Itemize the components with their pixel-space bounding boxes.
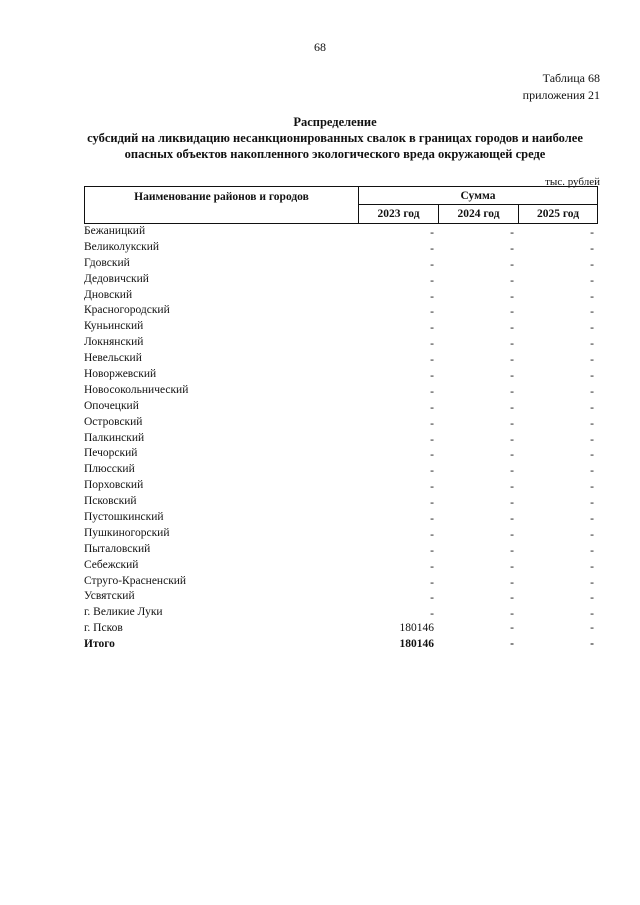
value-2025-cell: - <box>590 433 594 446</box>
row-name-cell: Печорский <box>84 447 138 460</box>
document-heading <box>70 114 600 162</box>
row-name-cell: Островский <box>84 415 143 428</box>
table-row <box>84 574 598 590</box>
value-2023-cell: - <box>430 306 434 319</box>
value-2023-cell: - <box>430 497 434 510</box>
row-name-cell: Великолукский <box>84 240 160 253</box>
table-row <box>84 288 598 304</box>
value-2024-cell: - <box>510 306 514 319</box>
value-2025-cell: - <box>590 290 594 303</box>
table-row <box>84 224 598 240</box>
value-2024-cell: - <box>510 242 514 255</box>
value-2024-cell: - <box>510 354 514 367</box>
value-2025-cell: - <box>590 497 594 510</box>
row-name-cell: Пустошкинский <box>84 511 164 524</box>
value-2024-cell: - <box>510 592 514 605</box>
table-row <box>84 240 598 256</box>
value-2023-cell: - <box>430 322 434 335</box>
table-row <box>84 494 598 510</box>
value-2023-cell: - <box>430 258 434 271</box>
value-2023-cell: - <box>430 433 434 446</box>
value-2025-cell: - <box>590 338 594 351</box>
value-2024-cell: - <box>510 528 514 541</box>
value-2025-cell: - <box>590 528 594 541</box>
value-2023-cell: - <box>430 290 434 303</box>
row-name-cell: Усвятский <box>84 590 135 603</box>
value-2025-cell: - <box>590 274 594 287</box>
value-2025-cell: - <box>590 513 594 526</box>
value-2024-cell: - <box>510 401 514 414</box>
row-name-cell: Новосокольнический <box>84 383 189 396</box>
column-header-2023: 2023 год <box>359 205 439 223</box>
value-2023-cell: - <box>430 370 434 383</box>
table-row <box>84 319 598 335</box>
value-2024-cell: - <box>510 433 514 446</box>
value-2024-cell: - <box>510 622 514 635</box>
table-row <box>84 510 598 526</box>
value-2023-cell: - <box>430 417 434 430</box>
table-row <box>84 367 598 383</box>
page-number: 68 <box>314 40 326 54</box>
row-name-cell: Себежский <box>84 558 139 571</box>
table-number: Таблица 68 <box>542 71 600 85</box>
value-2025-cell: - <box>590 560 594 573</box>
column-header-2025: 2025 год <box>536 208 580 220</box>
row-name-cell: Куньинский <box>84 320 144 333</box>
table-header <box>84 186 598 224</box>
value-2025-cell: - <box>590 322 594 335</box>
row-name-cell: Невельский <box>84 352 142 365</box>
table-row <box>84 446 598 462</box>
column-header-sum: Сумма <box>359 187 597 205</box>
table-row <box>84 431 598 447</box>
value-2024-cell: - <box>510 497 514 510</box>
value-2024-cell: - <box>510 385 514 398</box>
total-row <box>84 637 598 653</box>
value-2025-cell: - <box>590 258 594 271</box>
value-2024-cell: - <box>510 274 514 287</box>
value-2023-cell: - <box>430 481 434 494</box>
value-2025-cell: - <box>590 242 594 255</box>
value-2024-cell: - <box>510 258 514 271</box>
value-2024-cell: - <box>510 544 514 557</box>
value-2023-cell: - <box>430 449 434 462</box>
column-header-name: Наименование районов и городов <box>85 187 359 223</box>
row-name-cell: Палкинский <box>84 431 145 444</box>
value-2023-cell: - <box>430 338 434 351</box>
value-2023-cell: - <box>430 560 434 573</box>
value-2023-cell: - <box>430 528 434 541</box>
table-row <box>84 351 598 367</box>
table-row <box>84 542 598 558</box>
value-2023-cell: - <box>430 544 434 557</box>
row-name-cell: Гдовский <box>84 256 130 269</box>
value-2025-cell: - <box>590 306 594 319</box>
value-2023-cell: - <box>430 385 434 398</box>
value-2024-cell: - <box>510 322 514 335</box>
value-2025-cell: - <box>590 638 594 651</box>
table-row <box>84 605 598 621</box>
table-body <box>84 224 598 653</box>
appendix-reference: приложения 21 <box>522 88 600 102</box>
row-name-cell: Локнянский <box>84 336 144 349</box>
heading-line-2: субсидий на ликвидацию несанкционированных свалок в границах городов и наиболее <box>87 131 583 145</box>
row-name-cell: Плюсский <box>84 463 135 476</box>
table-row <box>84 272 598 288</box>
value-2025-cell: - <box>590 227 594 239</box>
value-2024-cell: - <box>510 513 514 526</box>
table-reference <box>523 70 600 104</box>
value-2025-cell: - <box>590 592 594 605</box>
value-2024-cell: - <box>510 576 514 589</box>
value-2023-cell: 180146 <box>399 638 434 651</box>
units-label: тыс. рублей <box>545 176 600 188</box>
value-2024-cell: - <box>510 370 514 383</box>
heading-line-1: Распределение <box>293 115 377 129</box>
value-2023-cell: 180146 <box>399 622 434 635</box>
value-2024-cell: - <box>510 290 514 303</box>
table-row <box>84 415 598 431</box>
row-name-cell: Дновский <box>84 288 133 301</box>
table-row <box>84 621 598 637</box>
value-2025-cell: - <box>590 465 594 478</box>
row-name-cell: Красногородский <box>84 304 170 317</box>
value-2024-cell: - <box>510 338 514 351</box>
value-2024-cell: - <box>510 465 514 478</box>
value-2024-cell: - <box>510 481 514 494</box>
column-header-2024: 2024 год <box>439 205 519 223</box>
value-2025-cell: - <box>590 449 594 462</box>
row-name-cell: Струго-Красненский <box>84 574 187 587</box>
value-2024-cell: - <box>510 608 514 621</box>
table-row <box>84 589 598 605</box>
value-2023-cell: - <box>430 513 434 526</box>
row-name-cell: Пыталовский <box>84 542 151 555</box>
table-row <box>84 256 598 272</box>
value-2023-cell: - <box>430 274 434 287</box>
row-name-cell: Порховский <box>84 479 144 492</box>
value-2025-cell: - <box>590 576 594 589</box>
table-row <box>84 383 598 399</box>
value-2024-cell: - <box>510 638 514 651</box>
row-name-cell: Псковский <box>84 495 137 508</box>
row-name-cell: Новоржевский <box>84 368 157 381</box>
value-2023-cell: - <box>430 227 434 239</box>
value-2023-cell: - <box>430 592 434 605</box>
row-name-cell: Бежаницкий <box>84 225 146 237</box>
value-2023-cell: - <box>430 354 434 367</box>
table-row <box>84 399 598 415</box>
value-2025-cell: - <box>590 370 594 383</box>
value-2025-cell: - <box>590 544 594 557</box>
row-name-cell: г. Великие Луки <box>84 606 163 619</box>
heading-line-3: опасных объектов накопленного экологического вреда окружающей среде <box>124 147 546 161</box>
value-2025-cell: - <box>590 385 594 398</box>
value-2025-cell: - <box>590 622 594 635</box>
value-2025-cell: - <box>590 608 594 621</box>
value-2023-cell: - <box>430 242 434 255</box>
row-name-cell: Пушкиногорский <box>84 526 170 539</box>
value-2023-cell: - <box>430 576 434 589</box>
value-2024-cell: - <box>510 417 514 430</box>
value-2025-cell: - <box>590 481 594 494</box>
row-name-cell: г. Псков <box>84 622 123 635</box>
row-name-cell: Итого <box>84 638 115 651</box>
value-2025-cell: - <box>590 417 594 430</box>
value-2024-cell: - <box>510 560 514 573</box>
value-2024-cell: - <box>510 227 514 239</box>
value-2023-cell: - <box>430 401 434 414</box>
value-2024-cell: - <box>510 449 514 462</box>
value-2023-cell: - <box>430 465 434 478</box>
value-2025-cell: - <box>590 401 594 414</box>
row-name-cell: Опочецкий <box>84 399 139 412</box>
value-2023-cell: - <box>430 608 434 621</box>
table-row <box>84 558 598 574</box>
table-row <box>84 303 598 319</box>
table-row <box>84 526 598 542</box>
table-row <box>84 478 598 494</box>
table-row <box>84 335 598 351</box>
table-row <box>84 462 598 478</box>
row-name-cell: Дедовичский <box>84 272 149 285</box>
value-2025-cell: - <box>590 354 594 367</box>
